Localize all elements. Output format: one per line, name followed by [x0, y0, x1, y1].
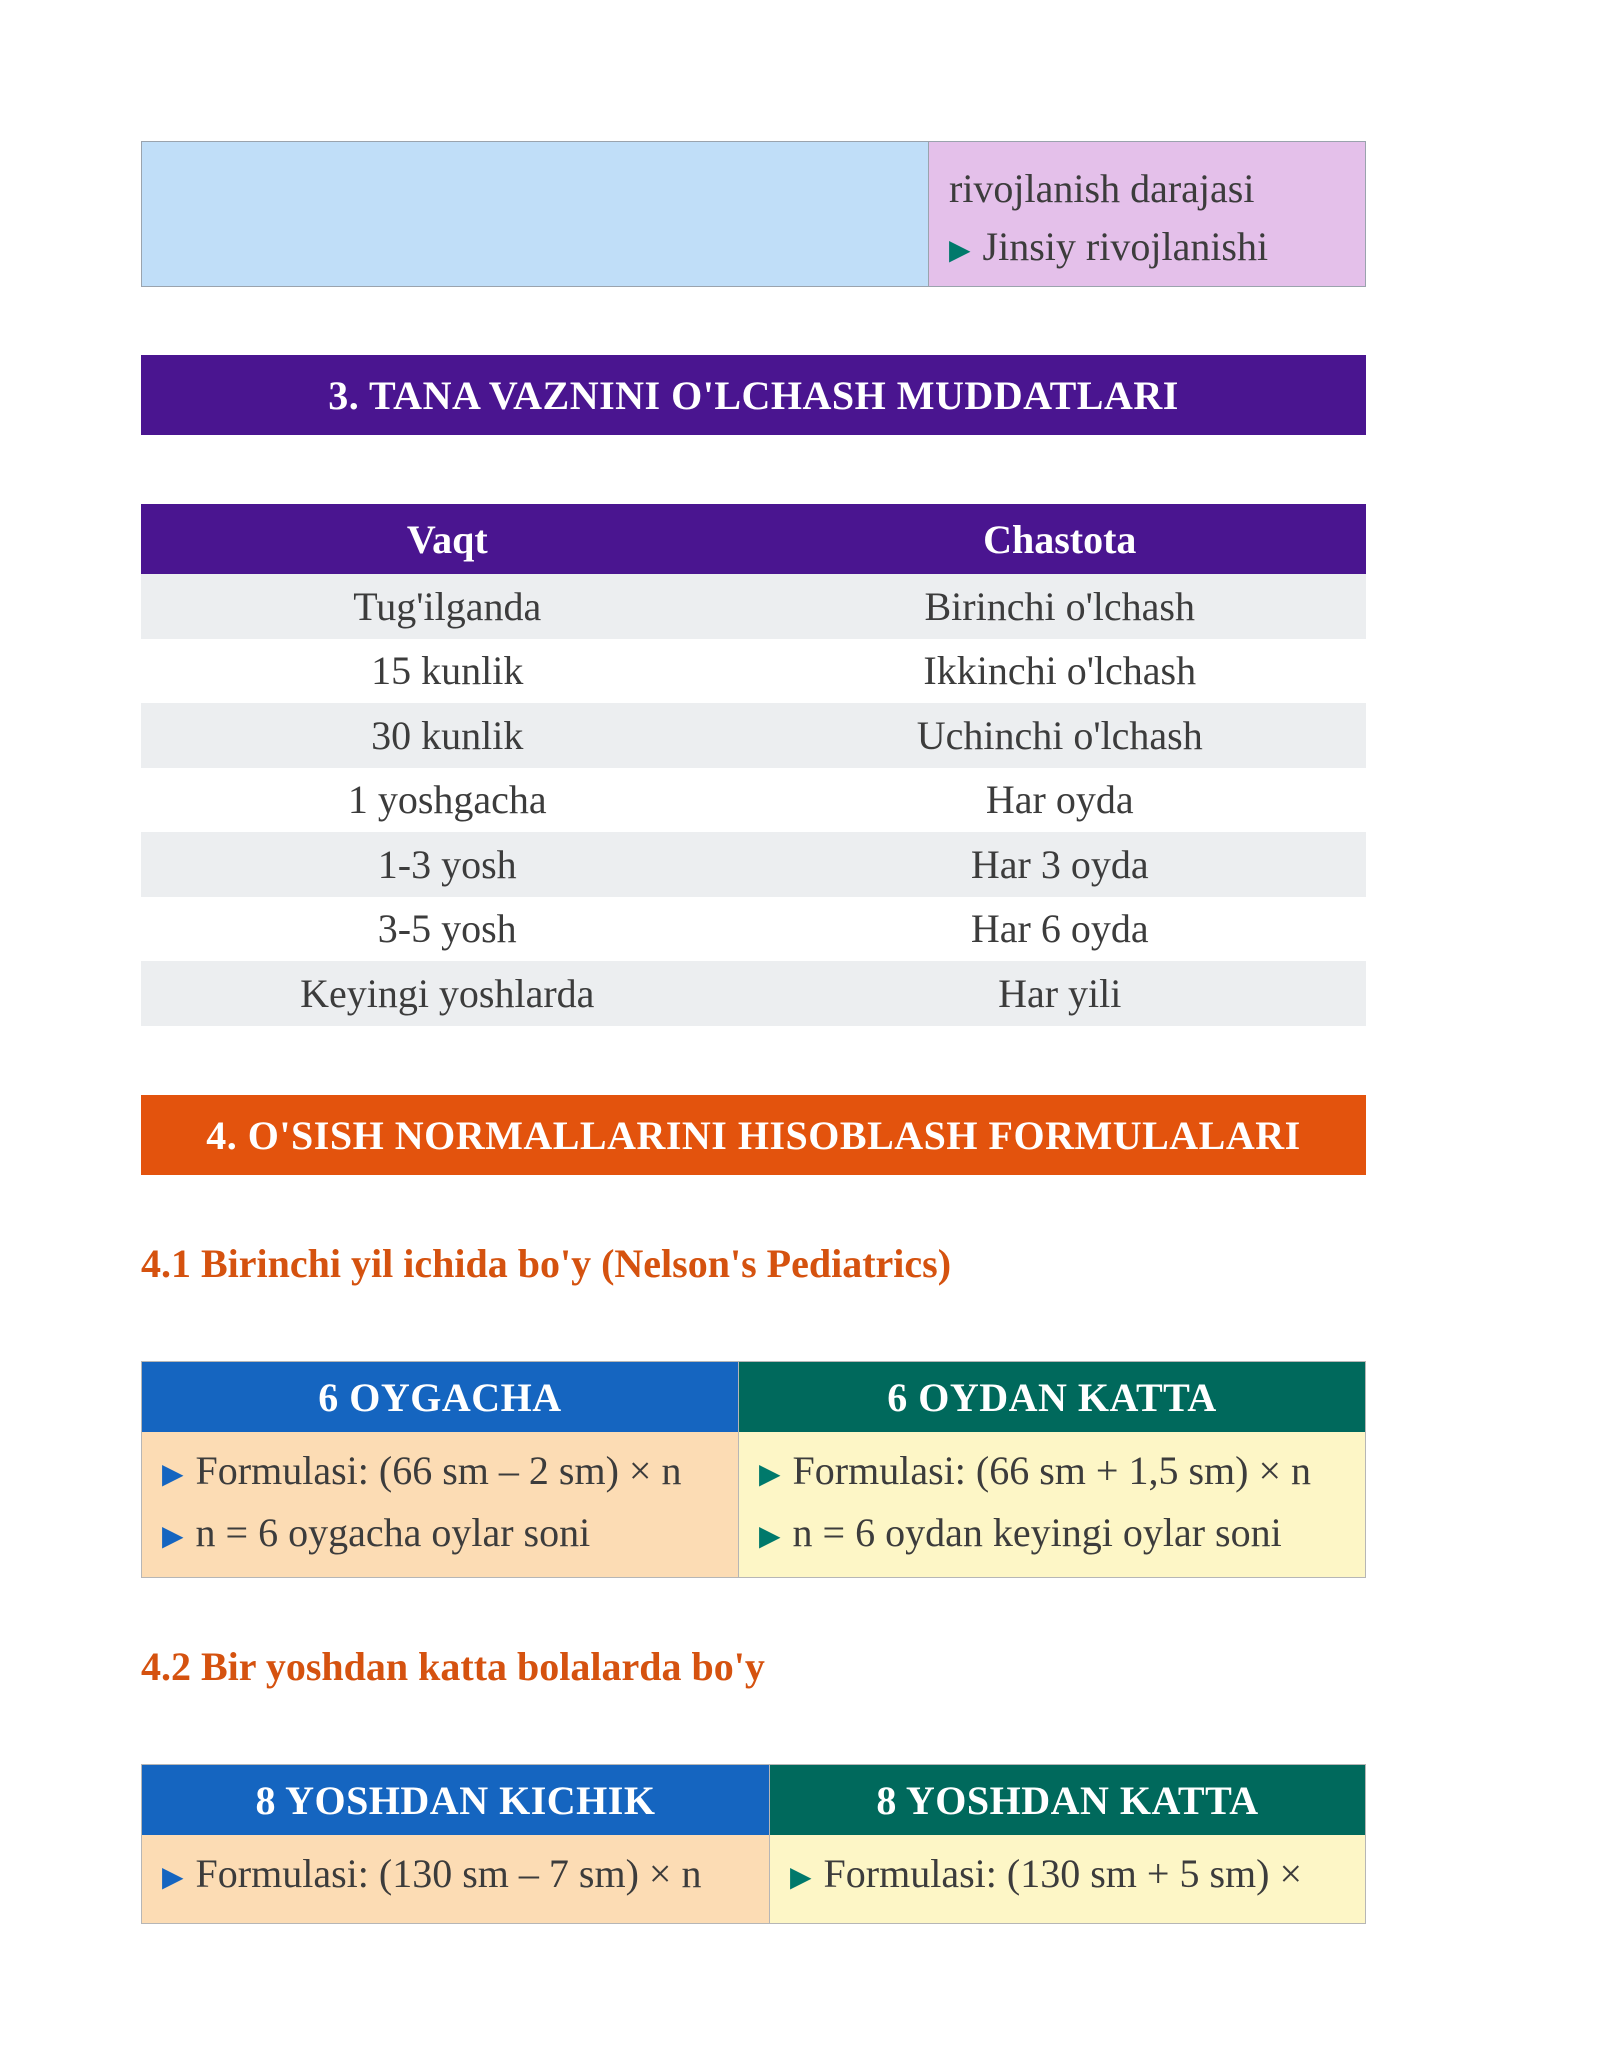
formula-line [162, 1504, 738, 1566]
triangle-bullet-icon: ▶ [162, 1861, 184, 1893]
triangle-bullet-icon: ▶ [759, 1458, 781, 1490]
table-cell: 1 yoshgacha [347, 777, 547, 823]
triangle-bullet-icon: ▶ [162, 1458, 184, 1490]
table-row [141, 961, 1366, 1026]
section-4-heading: 4. O'SISH NORMALLARINI HISOBLASH FORMULALARI [141, 1095, 1366, 1175]
fragment-bullet-line [949, 218, 1365, 280]
subsection-4-1-heading: 4.1 Birinchi yil ichida bo'y (Nelson's Pediatrics) [141, 1241, 952, 1286]
formula-header-6-oygacha: 6 OYGACHA [142, 1362, 738, 1432]
table-row [141, 703, 1366, 768]
formula-column-left [142, 1765, 770, 1923]
measurement-schedule-table [141, 504, 1366, 1026]
formula-text: Formulasi: (130 sm + 5 sm) × [823, 1851, 1303, 1896]
formula-line [759, 1504, 1365, 1566]
table-cell: 30 kunlik [371, 712, 524, 758]
column-header-vaqt: Vaqt [406, 516, 488, 562]
first-year-height-formula-table [141, 1361, 1366, 1578]
table-cell: Birinchi o'lchash [924, 583, 1195, 629]
fragment-bullet-text: Jinsiy rivojlanishi [982, 224, 1269, 269]
formula-body [739, 1432, 1365, 1577]
triangle-bullet-icon: ▶ [162, 1520, 184, 1552]
table-cell: Ikkinchi o'lchash [923, 648, 1197, 694]
formula-header-8-yoshdan-katta: 8 YOSHDAN KATTA [770, 1765, 1365, 1835]
table-cell: 3-5 yosh [377, 906, 517, 952]
formula-text: Formulasi: (66 sm + 1,5 sm) × n [792, 1448, 1312, 1493]
subsection-4-2-heading: 4.2 Bir yoshdan katta bolalarda bo'y [141, 1644, 765, 1689]
formula-text: Formulasi: (66 sm – 2 sm) × n [195, 1448, 682, 1493]
formula-column-right [770, 1765, 1365, 1923]
formula-header-6-oydan-katta: 6 OYDAN KATTA [739, 1362, 1365, 1432]
triangle-bullet-icon: ▶ [790, 1861, 812, 1893]
formula-line [162, 1442, 738, 1504]
fragment-line: rivojlanish darajasi [949, 166, 1255, 211]
table-row [141, 897, 1366, 962]
formula-text: n = 6 oydan keyingi oylar soni [792, 1509, 1282, 1555]
formula-body [142, 1835, 769, 1923]
section-3-heading: 3. TANA VAZNINI O'LCHASH MUDDATLARI [141, 355, 1366, 435]
fragment-right-cell [929, 142, 1365, 286]
formula-text: Formulasi: (130 sm – 7 sm) × n [195, 1851, 702, 1896]
fragment-left-cell [142, 142, 929, 286]
formula-body [770, 1835, 1365, 1923]
over-one-year-height-formula-table [141, 1764, 1366, 1924]
formula-header-8-yoshdan-kichik: 8 YOSHDAN KICHIK [142, 1765, 769, 1835]
table-cell: 1-3 yosh [377, 841, 517, 887]
table-cell: 15 kunlik [371, 648, 524, 694]
table-cell: Keyingi yoshlarda [300, 970, 595, 1016]
formula-body [142, 1432, 738, 1577]
triangle-bullet-icon: ▶ [759, 1520, 781, 1552]
table-cell: Har oyda [985, 777, 1134, 823]
continued-table-fragment [141, 141, 1366, 287]
table-row [141, 639, 1366, 704]
column-header-chastota: Chastota [983, 516, 1137, 562]
table-cell: Uchinchi o'lchash [916, 712, 1203, 758]
formula-line [759, 1442, 1365, 1504]
table-row [141, 574, 1366, 639]
formula-line [162, 1845, 769, 1907]
table-cell: Tug'ilganda [353, 583, 542, 629]
table-row [141, 832, 1366, 897]
formula-column-left [142, 1362, 739, 1577]
table-cell: Har 3 oyda [970, 841, 1149, 887]
triangle-bullet-icon: ▶ [949, 234, 971, 266]
table-cell: Har 6 oyda [970, 906, 1149, 952]
table-cell: Har yili [998, 970, 1122, 1016]
table-row [141, 768, 1366, 833]
table-header-row [141, 504, 1366, 574]
formula-text: n = 6 oygacha oylar soni [195, 1509, 591, 1555]
formula-column-right [739, 1362, 1365, 1577]
formula-line [790, 1845, 1365, 1907]
